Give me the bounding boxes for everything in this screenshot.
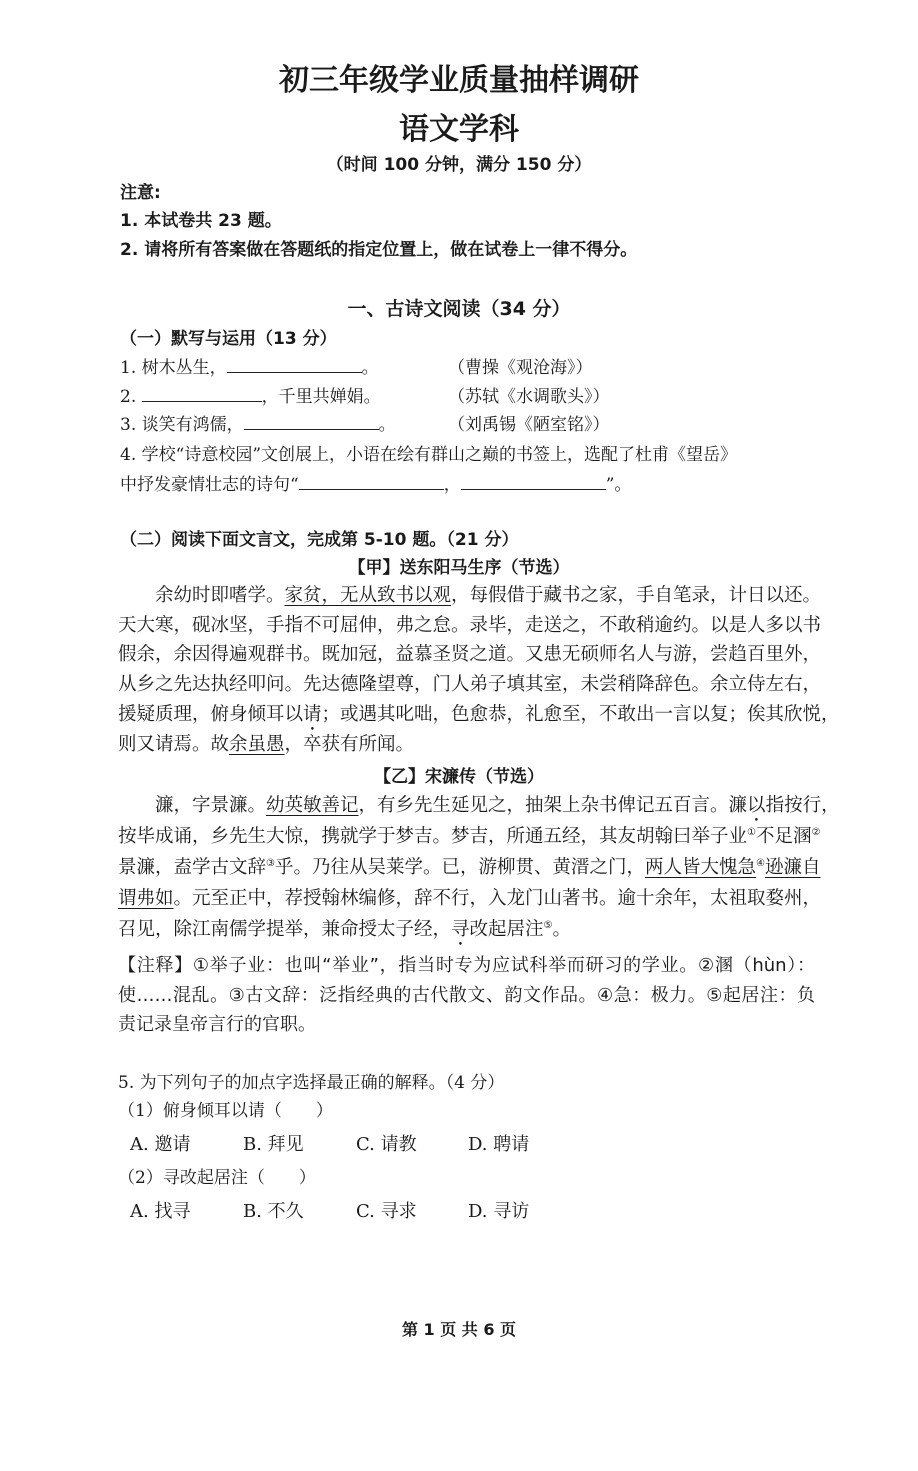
part-heading: （二）阅读下面文言文，完成第 5-10 题。（21 分） [120,530,519,550]
q3-text: 3. 谈笑有鸿儒， [120,415,244,435]
q5-sub1: （1）俯身倾耳以请（ ） [118,1101,333,1121]
passage-text: 天大寒，砚冰坚，手指不可屈伸，弗之怠。录毕，走送之，不敢稍逾约。以是人多以书 [118,614,822,636]
passage-text: ，卒获有所闻。 [284,733,415,755]
underlined-text: 谓弗如 [118,888,174,909]
passage-text: 假余，余因得遍观群书。既加冠，益慕圣贤之道。又患无硕师名人与游，尝趋百里外， [118,644,822,666]
passage-text: 濂，字景濂。 [118,795,267,816]
passage-text: 。 [552,919,572,940]
passage-line [118,791,840,826]
q1-text: 1. 树木丛生， [120,358,227,378]
passage-b-title: 【乙】宋濂传（节选） [374,767,544,787]
passage-text: ；或遇其叱咄，色愈恭，礼愈至，不敢出一言以复；俟其欣悦， [321,703,840,725]
answer-blank [227,356,362,373]
q5-stem: 5. 为下列句子的加点字选择最正确的解释。（4 分） [118,1073,505,1093]
answer-blank [299,473,444,490]
passage-text: 不足溷 [755,826,812,847]
annotation-line: 使……混乱。③古文辞：泛指经典的古代散文、韵文作品。④急：极力。⑤起居注：负 [118,985,815,1006]
question-4 [120,470,631,495]
passage-text: 召见，除江南儒学提举，兼命授太子经， [118,919,452,940]
option-c: C. 请教 [356,1134,417,1155]
q1-source: （曹操《观沧海》） [448,358,593,378]
underlined-text: 逊濂自 [764,857,821,878]
annotation-line: 【注释】①举子业：也叫“举业”，指当时专为应试科举而研习的学业。②溷（hùn）： [118,955,815,976]
question-3 [120,410,396,435]
passage-line [118,611,822,637]
question-1 [120,353,379,378]
passage-line [118,884,822,910]
footnote-marker: ① [747,826,756,838]
underlined-text: 幼英敏善记 [266,795,359,816]
passage-text: 景濂，盍学古文辞 [118,857,267,878]
footnote-marker: ⑤ [543,919,553,931]
q1-end: 。 [361,358,379,378]
dotted-character: 请 [303,703,322,725]
passage-line [118,581,822,607]
q5-sub2: （2）寻改起居注（ ） [118,1168,316,1188]
time-info: （时间 100 分钟，满分 150 分） [326,155,592,175]
option-d: D. 聘请 [468,1134,530,1155]
q3-source: （刘禹锡《陋室铭》） [448,415,610,435]
passage-text: 。元至正中，荐授翰林编修，辞不行，入龙门山著书。逾十余年，太祖取婺州， [173,888,822,909]
q2-source: （苏轼《水调歌头》） [448,387,610,407]
passage-text: 改起居注 [469,919,544,940]
part-heading: （一）默写与运用（13 分） [120,329,337,349]
answer-blank [461,473,606,490]
q4-line1: 4. 学校“诗意校园”文创展上，小语在绘有群山之巅的书签上，选配了杜甫《望岳》 [120,445,738,465]
option-c: C. 寻求 [356,1201,417,1222]
dotted-character: 寻 [451,919,470,940]
passage-line [118,730,815,756]
q2-text: 2. [120,387,142,407]
passage-text: ，有乡先生延见之，抽架上杂书俾记五百言。濂 [358,795,748,816]
passage-text: 按毕成诵，乡先生大惊，携就学于梦吉。梦吉，所通五经，其友胡翰曰举子业 [118,826,748,847]
footnote-marker: ③ [266,857,275,869]
dotted-character: 以 [747,795,766,816]
q3-end: 。 [378,415,396,435]
annotation-line: 责记录皇帝言行的官职。 [118,1014,316,1035]
notice-label: 注意: [120,183,161,203]
exam-title: 初三年级学业质量抽样调研 [279,63,639,98]
section-heading: 一、古诗文阅读（34 分） [347,298,571,320]
passage-line [118,670,822,696]
passage-line [118,915,815,950]
underlined-text: 两人皆大愧急 [645,857,757,878]
passage-line [118,640,822,666]
q4-text: 中抒发豪情壮志的诗句“ [120,475,299,495]
option-a: A. 找寻 [130,1201,191,1222]
footnote-marker: ② [811,826,821,838]
q4-comma: ， [443,475,461,495]
passage-text: 指按行， [765,795,840,816]
footnote-marker: ④ [756,857,765,869]
q4-end: ”。 [605,475,632,495]
passage-text: 乎。乃往从吴莱学。已，游柳贯、黄溍之门， [274,857,645,878]
passage-line [118,853,821,879]
notice-item: 2. 请将所有答案做在答题纸的指定位置上，做在试卷上一律不得分。 [120,240,638,260]
passage-text: 援疑质理，俯身倾耳以 [118,703,304,725]
option-b: B. 不久 [243,1201,304,1222]
q2-end: ，千里共婵娟。 [261,387,381,407]
option-a: A. 邀请 [130,1134,191,1155]
underlined-text: 家贫，无从致书以观 [284,585,452,606]
option-b: B. 拜见 [243,1134,304,1155]
page-number: 第 1 页 共 6 页 [401,1320,517,1339]
passage-a-title: 【甲】送东阳马生序（节选） [348,558,570,578]
passage-text: ，每假借于藏书之家，手自笔录，计日以还。 [451,585,822,606]
option-d: D. 寻访 [468,1201,530,1222]
passage-text: 从乡之先达执经叩问。先达德隆望尊，门人弟子填其室，未尝稍降辞色。余立侍左右， [118,674,822,696]
subject-title: 语文学科 [399,112,519,147]
question-2 [120,382,381,407]
passage-text: 则又请焉。故 [118,733,230,755]
underlined-text: 余虽愚 [229,733,285,755]
passage-line [118,822,821,848]
notice-item: 1. 本试卷共 23 题。 [120,211,282,231]
answer-blank [142,385,262,402]
answer-blank [244,413,379,430]
passage-text: 余幼时即嗜学。 [118,585,285,606]
